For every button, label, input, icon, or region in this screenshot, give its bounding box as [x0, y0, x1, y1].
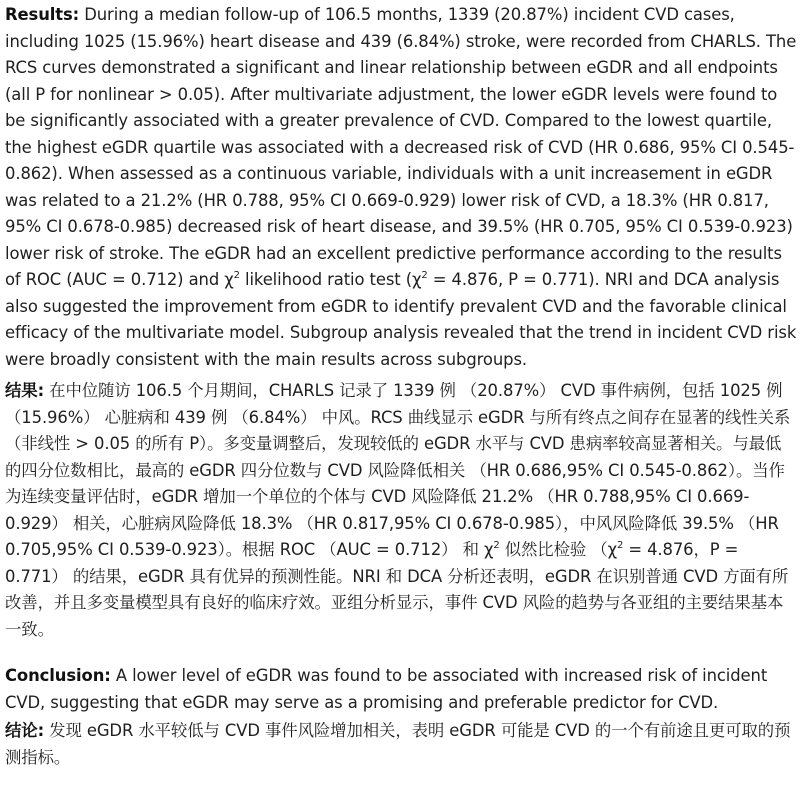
conclusion-text-zh: 发现 eGDR 水平较低与 CVD 事件风险增加相关，表明 eGDR 可能是 CVD 的一个有前途且更可取的预测指标。	[5, 721, 791, 767]
chi-squared-superscript: 2	[616, 539, 624, 551]
results-label-zh: 结果:	[5, 381, 45, 400]
conclusion-label-zh: 结论:	[5, 721, 45, 740]
results-label-en: Results:	[5, 5, 80, 24]
conclusion-paragraph-en	[5, 663, 797, 716]
results-text-en-part1: During a median follow-up of 106.5 months, 1339 (20.87%) incident CVD cases, including 1025 (15.96%) heart disease and 439 (6.84%) stroke, were recorded from CHARLS. The RCS curves demonstrated a significant and linear relationship between eGDR and all endpoints (all P for nonlinear > 0.05). After multivariate adjustment, the lower eGDR levels were found to be significantly associated with a greater prevalence of CVD. Compared to the lowest quartile, the highest eGDR quartile was associated with a decreased risk of CVD (HR 0.686, 95% CI 0.545-0.862). When assessed as a continuous variable, individuals with a unit increasement in eGDR was related to a 21.2% (HR 0.788, 95% CI 0.669-0.929) lower risk of CVD, a 18.3% (HR 0.817, 95% CI 0.678-0.985) decreased risk of heart disease, and 39.5% (HR 0.705, 95% CI 0.539-0.923) lower risk of stroke. The eGDR had an excellent predictive performance according to the results of ROC (AUC = 0.712) and χ	[5, 5, 797, 289]
results-paragraph-zh	[5, 378, 797, 643]
results-paragraph-en	[5, 2, 797, 373]
results-text-en-part3: = 4.876, P = 0.771). NRI and DCA analysis also suggested the improvement from eGDR to identify prevalent CVD and the favorable clinical efficacy of the multivariate model. Subgroup analysis revealed that the trend in incident CVD risk were broadly consistent with the main results across subgroups.	[5, 270, 797, 369]
conclusion-label-en: Conclusion:	[5, 666, 111, 685]
results-text-zh-part1: 在中位随访 106.5 个月期间，CHARLS 记录了 1339 例 （20.87%） CVD 事件病例，包括 1025 例 （15.96%） 心脏病和 439 例 （6.84%） 中风。RCS 曲线显示 eGDR 与所有终点之间存在显著的线性关系 （非线性 > 0.05 的所有 P）。多变量调整后，发现较低的 eGDR 水平与 CVD 患病率较高显著相关。与最低的四分位数相比，最高的 eGDR 四分位数与 CVD 风险降低相关 （HR 0.686,95% CI 0.545-0.862）。当作为连续变量评估时，eGDR 增加一个单位的个体与 CVD 风险降低 21.2% （HR 0.788,95% CI 0.669-0.929） 相关，心脏病风险降低 18.3% （HR 0.817,95% CI 0.678-0.985），中风风险降低 39.5% （HR 0.705,95% CI 0.539-0.923）。根据 ROC （AUC = 0.712） 和 χ	[5, 381, 791, 559]
results-text-en-part2: likelihood ratio test (χ	[239, 270, 422, 289]
results-text-zh-part2: 似然比检验 （χ	[499, 540, 617, 559]
chi-squared-superscript: 2	[421, 269, 428, 281]
conclusion-text-en: A lower level of eGDR was found to be associated with increased risk of incident CVD, suggesting that eGDR may serve as a promising and preferable predictor for CVD.	[5, 666, 768, 712]
chi-squared-superscript: 2	[233, 269, 240, 281]
abstract-document	[5, 2, 797, 771]
conclusion-paragraph-zh	[5, 718, 797, 771]
chi-squared-superscript: 2	[493, 539, 500, 551]
results-text-zh-part3: = 4.876，P = 0.771） 的结果，eGDR 具有优异的预测性能。NRI 和 DCA 分析还表明，eGDR 在识别普通 CVD 方面有所改善，并且多变量模型具有良好的临床疗效。亚组分析显示，事件 CVD 风险的趋势与各亚组的主要结果基本一致。	[5, 540, 789, 639]
